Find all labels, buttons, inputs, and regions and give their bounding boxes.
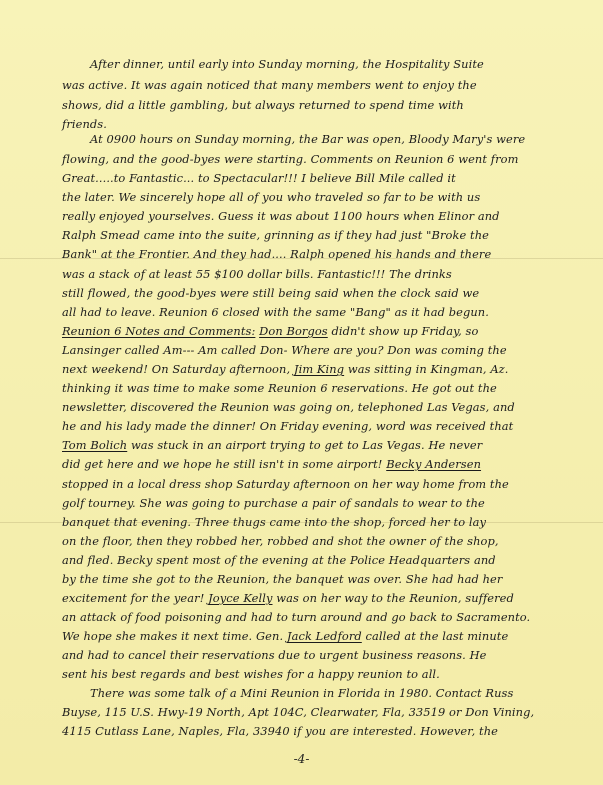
text-line: Buyse, 115 U.S. Hwy-19 North, Apt 104C, Clearwater, Fla, 33519 or Don Vining, [62, 705, 535, 719]
text-line: Lansinger called Am--- Am called Don- Where are you? Don was coming the [62, 343, 507, 357]
text-line: newsletter, discovered the Reunion was going on, telephoned Las Vegas, and [62, 400, 515, 414]
text-line: an attack of food poisoning and had to turn around and go back to Sacramento. [62, 610, 531, 624]
text-line: banquet that evening. Three thugs came into the shop, forced her to lay [62, 515, 487, 529]
text-line: Tom Bolich was stuck in an airport trying to get to Las Vegas. He never [62, 438, 483, 452]
text-line: was a stack of at least 55 $100 dollar bills. Fantastic!!! The drinks [62, 267, 452, 281]
text-line: next weekend! On Saturday afternoon, Jim King was sitting in Kingman, Az. [62, 362, 509, 376]
text-line: was active. It was again noticed that many members went to enjoy the [62, 78, 477, 92]
name-tom-bolich: Tom Bolich [62, 438, 128, 452]
text-line: Bank" at the Frontier. And they had.... Ralph opened his hands and there [62, 247, 492, 261]
text-line: friends. [62, 117, 107, 131]
text-line: the later. We sincerely hope all of you who traveled so far to be with us [62, 190, 481, 204]
text-line: and fled. Becky spent most of the evening at the Police Headquarters and [62, 553, 496, 567]
text-line: on the floor, then they robbed her, robbed and shot the owner of the shop, [62, 534, 499, 548]
text-line: thinking it was time to make some Reunion 6 reservations. He got out the [62, 381, 497, 395]
text-line: There was some talk of a Mini Reunion in Florida in 1980. Contact Russ [90, 686, 514, 700]
text-line: Great.....to Fantastic... to Spectacular!!! I believe Bill Mile called it [62, 171, 456, 185]
text-line: and had to cancel their reservations due to urgent business reasons. He [62, 648, 487, 662]
text-line: golf tourney. She was going to purchase a pair of sandals to wear to the [62, 496, 485, 510]
notes-heading: Reunion 6 Notes and Comments: [62, 324, 256, 338]
page-number: -4- [293, 752, 310, 766]
text-line: he and his lady made the dinner! On Friday evening, word was received that [62, 419, 514, 433]
text-line: 4115 Cutlass Lane, Naples, Fla, 33940 if you are interested. However, the [62, 724, 498, 738]
text-line: At 0900 hours on Sunday morning, the Bar was open, Bloody Mary's were [90, 132, 526, 146]
text-line: did get here and we hope he still isn't in some airport! Becky Andersen [62, 457, 482, 471]
text-line: After dinner, until early into Sunday morning, the Hospitality Suite [90, 57, 484, 71]
name-joyce-kelly: Joyce Kelly [208, 591, 273, 605]
name-becky-andersen: Becky Andersen [386, 457, 482, 471]
text-line: all had to leave. Reunion 6 closed with the same "Bang" as it had begun. [62, 305, 489, 319]
text-line: Ralph Smead came into the suite, grinning as if they had just "Broke the [62, 228, 489, 242]
text-line: flowing, and the good-byes were starting. Comments on Reunion 6 went from [62, 152, 519, 166]
name-jack-ledford: Jack Ledford [286, 629, 362, 643]
name-don-borgos: Don Borgos [259, 324, 328, 338]
text-line: really enjoyed yourselves. Guess it was about 1100 hours when Elinor and [62, 209, 500, 223]
text-line: Reunion 6 Notes and Comments: Don Borgos didn't show up Friday, so [62, 324, 479, 338]
text-line: excitement for the year! Joyce Kelly was on her way to the Reunion, suffered [62, 591, 514, 605]
text-line: sent his best regards and best wishes for a happy reunion to all. [62, 667, 440, 681]
text-line: stopped in a local dress shop Saturday afternoon on her way home from the [62, 477, 509, 491]
text-line: still flowed, the good-byes were still being said when the clock said we [62, 286, 480, 300]
text-line: shows, did a little gambling, but always returned to spend time with [62, 98, 464, 112]
text-line: We hope she makes it next time. Gen. Jack Ledford called at the last minute [62, 629, 509, 643]
name-jim-king: Jim King [293, 362, 345, 376]
text-line: by the time she got to the Reunion, the banquet was over. She had had her [62, 572, 503, 586]
